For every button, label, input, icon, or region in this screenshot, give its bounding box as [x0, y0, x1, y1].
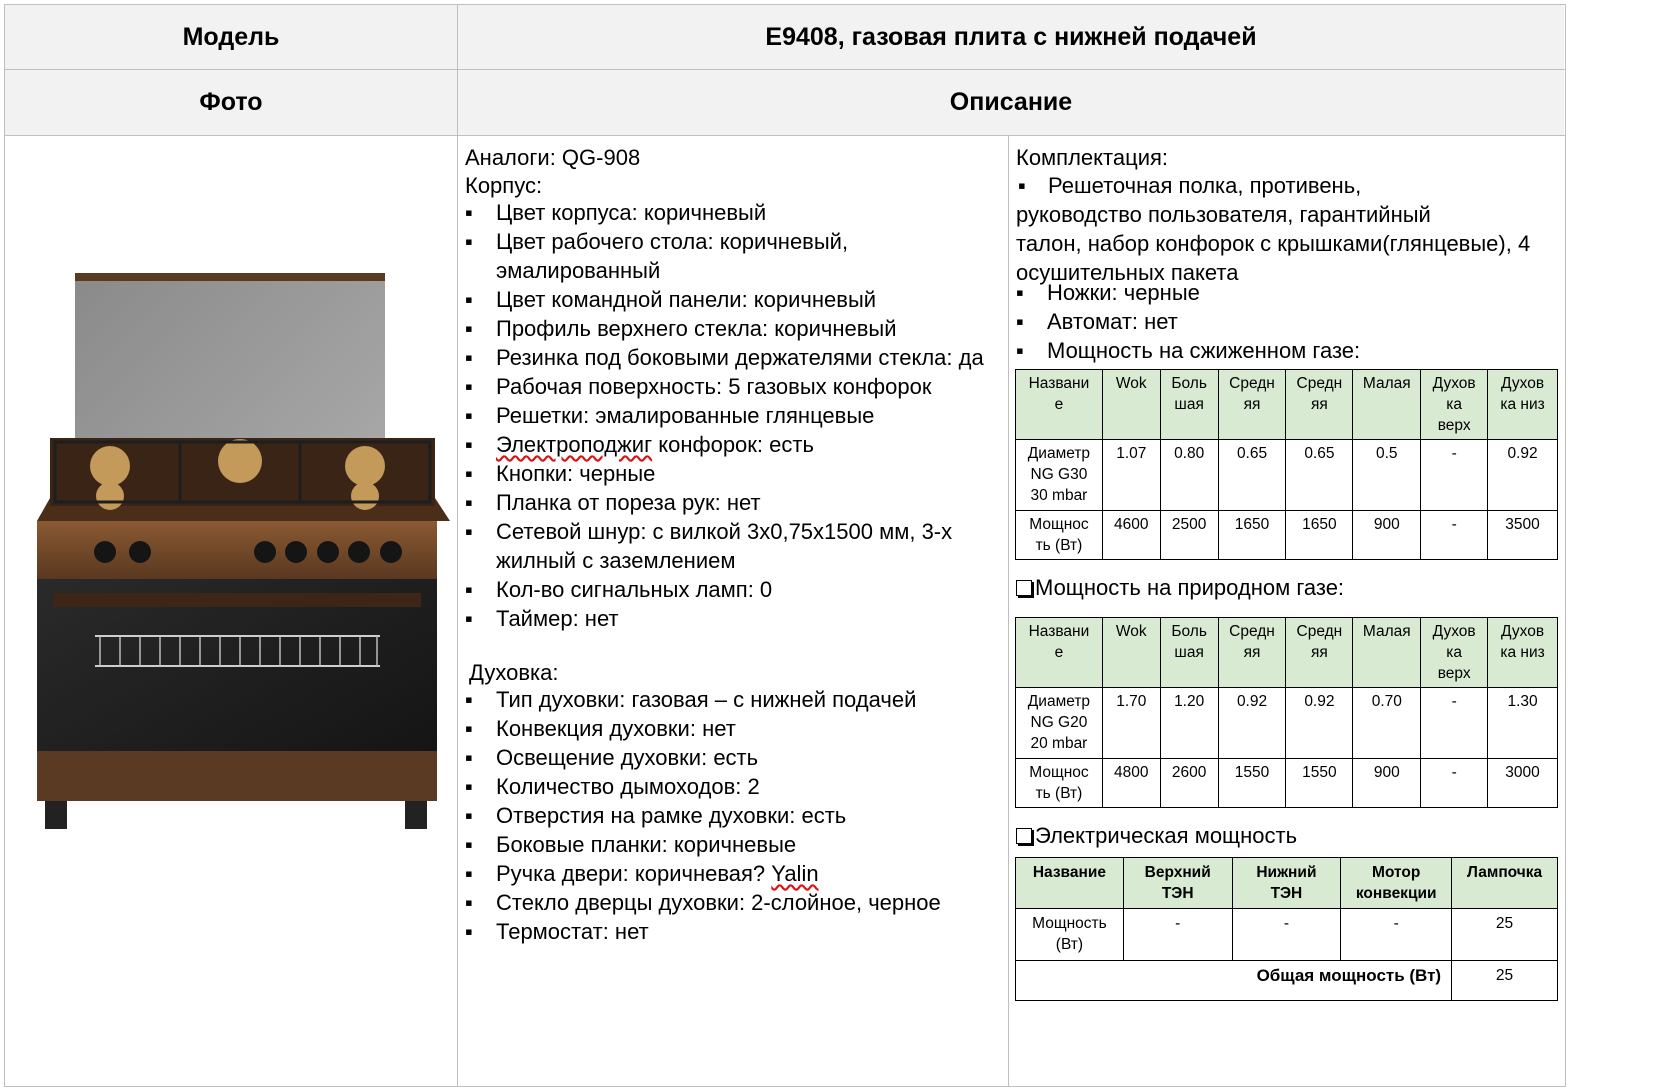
table-cell: -	[1421, 759, 1488, 808]
list-item: ▪ Рабочая поверхность: 5 газовых конфорок	[463, 372, 1003, 401]
list-item: ▪ Стекло дверцы духовки: 2-слойное, черное	[463, 888, 1003, 917]
table-header-row	[1016, 618, 1558, 688]
kit-line: талон, набор конфорок с крышками(глянцевые), 4	[1016, 231, 1531, 256]
table-cell: 900	[1353, 511, 1421, 560]
list-item: ▪ Кнопки: черные	[463, 459, 1003, 488]
table-cell: 0.65	[1218, 440, 1286, 511]
list-item: ▪ Сетевой шнур: с вилкой 3х0,75х1500 мм, 3-х жилный с заземлением	[463, 517, 1003, 575]
list-item: ▪ Электроподжиг конфорок: есть	[463, 430, 1003, 459]
list-item: ▪ Цвет командной панели: коричневый	[463, 285, 1003, 314]
model-value-cell	[458, 5, 1564, 69]
table-cell: 1550	[1286, 759, 1353, 808]
grid-line	[1008, 136, 1009, 1086]
header-cell: Лампочка	[1452, 858, 1558, 909]
body-heading: Корпус:	[465, 173, 543, 198]
list-item: ▪ Резинка под боковыми держателями стекла: да	[463, 343, 1003, 372]
table-cell: -	[1341, 909, 1452, 961]
list-item: ▪ Освещение духовки: есть	[463, 743, 1003, 772]
header-cell: Wok	[1102, 370, 1160, 440]
table-cell: 1.70	[1102, 688, 1160, 759]
table-cell: 2500	[1160, 511, 1218, 560]
list-item: ▪ Ножки: черные	[1014, 278, 1559, 307]
photo-label: Фото	[199, 88, 263, 116]
model-value: E9408, газовая плита с нижней подачей	[765, 22, 1257, 51]
grid-line	[1565, 4, 1566, 1087]
table-cell: 0.5	[1353, 440, 1421, 511]
stove-photo	[5, 146, 487, 1086]
header-cell: Малая	[1353, 618, 1421, 688]
table-cell: 0.65	[1286, 440, 1353, 511]
header-cell: Малая	[1353, 370, 1421, 440]
ng-table	[1015, 617, 1558, 808]
table-cell: 4800	[1102, 759, 1160, 808]
model-label: Модель	[182, 22, 280, 51]
description-label: Описание	[949, 88, 1073, 116]
description-label-cell	[458, 70, 1564, 135]
table-row	[1016, 759, 1558, 808]
list-item: ▪ Ручка двери: коричневая? Yalin	[463, 859, 1003, 888]
lpg-table	[1015, 369, 1558, 560]
electric-heading	[1016, 821, 1297, 850]
table-cell: 0.92	[1218, 688, 1286, 759]
list-item: ▪ Кол-во сигнальных ламп: 0	[463, 575, 1003, 604]
list-item: ▪ Тип духовки: газовая – с нижней подачей	[463, 685, 1003, 714]
table-row	[1016, 688, 1558, 759]
table-header-row	[1016, 370, 1558, 440]
list-item: ▪ Мощность на сжиженном газе:	[1014, 336, 1559, 365]
body-list	[463, 198, 1003, 633]
header-cell: Названи е	[1016, 618, 1103, 688]
header-cell: Духов ка верх	[1421, 370, 1488, 440]
header-cell: Духов ка низ	[1488, 370, 1558, 440]
total-row	[1016, 961, 1558, 1001]
table-header-row	[1016, 858, 1558, 909]
analogs-text: Аналоги: QG-908	[465, 145, 641, 170]
table-cell: 900	[1353, 759, 1421, 808]
list-item: ▪ Таймер: нет	[463, 604, 1003, 633]
table-cell: Мощнос ть (Вт)	[1016, 759, 1103, 808]
header-cell: Духов ка верх	[1421, 618, 1488, 688]
table-cell: -	[1123, 909, 1232, 961]
natural-heading	[1016, 573, 1344, 602]
list-item: ▪ Планка от пореза рук: нет	[463, 488, 1003, 517]
header-cell: Средн яя	[1286, 370, 1353, 440]
table-cell: 3500	[1488, 511, 1558, 560]
photo-label-cell	[5, 70, 457, 135]
kit-text: ▪ Решеточная полка, противень, руководство пользователя, гарантийный талон, набор конфорок с крышками(глянцевые), 4 осушительных пакета	[1016, 171, 1561, 287]
grid-line	[4, 1086, 1566, 1087]
table-row	[1016, 909, 1558, 961]
header-cell: Средн яя	[1218, 370, 1286, 440]
electric-heading-text: Электрическая мощность	[1035, 823, 1298, 848]
oven-heading: Духовка:	[469, 660, 559, 685]
table-cell: Мощность (Вт)	[1016, 909, 1124, 961]
table-cell: 1.30	[1488, 688, 1558, 759]
checkbox-square-icon	[1016, 580, 1032, 596]
kit-list	[1014, 278, 1559, 365]
header-cell: Wok	[1102, 618, 1160, 688]
oven-list	[463, 685, 1003, 946]
table-cell: -	[1421, 688, 1488, 759]
table-cell: 0.92	[1488, 440, 1558, 511]
list-item: ▪ Конвекция духовки: нет	[463, 714, 1003, 743]
list-item: ▪ Решетки: эмалированные глянцевые	[463, 401, 1003, 430]
kit-line: осушительных пакета	[1016, 260, 1239, 285]
header-cell: Название	[1016, 858, 1124, 909]
list-item: ▪ Боковые планки: коричневые	[463, 830, 1003, 859]
table-cell: 1.07	[1102, 440, 1160, 511]
header-cell: Боль шая	[1160, 618, 1218, 688]
table-cell: 0.92	[1286, 688, 1353, 759]
header-cell: Средн яя	[1218, 618, 1286, 688]
header-cell: Верхний ТЭН	[1123, 858, 1232, 909]
list-item: ▪ Цвет рабочего стола: коричневый, эмалированный	[463, 227, 1003, 285]
list-item: ▪ Автомат: нет	[1014, 307, 1559, 336]
total-label: Общая мощность (Вт)	[1016, 961, 1452, 1001]
grid-line	[4, 69, 1566, 70]
table-cell: 3000	[1488, 759, 1558, 808]
list-item: ▪ Цвет корпуса: коричневый	[463, 198, 1003, 227]
spellcheck-word: Электроподжиг	[496, 432, 653, 457]
list-item: ▪ Количество дымоходов: 2	[463, 772, 1003, 801]
kit-line: руководство пользователя, гарантийный	[1016, 202, 1431, 227]
kit-heading: Комплектация:	[1016, 145, 1169, 170]
header-cell: Мотор конвекции	[1341, 858, 1452, 909]
electric-table	[1015, 857, 1558, 1001]
kit-line: Решеточная полка, противень,	[1048, 173, 1362, 198]
natural-heading-text: Мощность на природном газе:	[1035, 575, 1345, 600]
grid-line	[4, 135, 1566, 136]
table-cell: -	[1421, 511, 1488, 560]
table-cell: 1550	[1218, 759, 1286, 808]
table-cell: 25	[1452, 909, 1558, 961]
header-cell: Духов ка низ	[1488, 618, 1558, 688]
table-row	[1016, 440, 1558, 511]
table-cell: -	[1232, 909, 1341, 961]
list-item: ▪ Отверстия на рамке духовки: есть	[463, 801, 1003, 830]
table-cell: 4600	[1102, 511, 1160, 560]
table-cell: Диаметр NG G30 30 mbar	[1016, 440, 1103, 511]
header-cell: Боль шая	[1160, 370, 1218, 440]
table-cell: 1.20	[1160, 688, 1218, 759]
table-cell: 2600	[1160, 759, 1218, 808]
table-cell: 0.80	[1160, 440, 1218, 511]
model-label-cell	[5, 5, 457, 69]
spellcheck-word: Yalin	[771, 861, 819, 886]
table-cell: -	[1421, 440, 1488, 511]
list-item: ▪ Термостат: нет	[463, 917, 1003, 946]
header-cell: Нижний ТЭН	[1232, 858, 1341, 909]
table-cell: 1650	[1286, 511, 1353, 560]
table-cell: Диаметр NG G20 20 mbar	[1016, 688, 1103, 759]
header-cell: Средн яя	[1286, 618, 1353, 688]
checkbox-square-icon	[1016, 828, 1032, 844]
table-cell: 0.70	[1353, 688, 1421, 759]
grid-line	[4, 4, 1566, 5]
table-cell: 1650	[1218, 511, 1286, 560]
header-cell: Названи е	[1016, 370, 1103, 440]
total-value: 25	[1452, 961, 1558, 1001]
table-cell: Мощнос ть (Вт)	[1016, 511, 1103, 560]
table-row	[1016, 511, 1558, 560]
list-item: ▪ Профиль верхнего стекла: коричневый	[463, 314, 1003, 343]
